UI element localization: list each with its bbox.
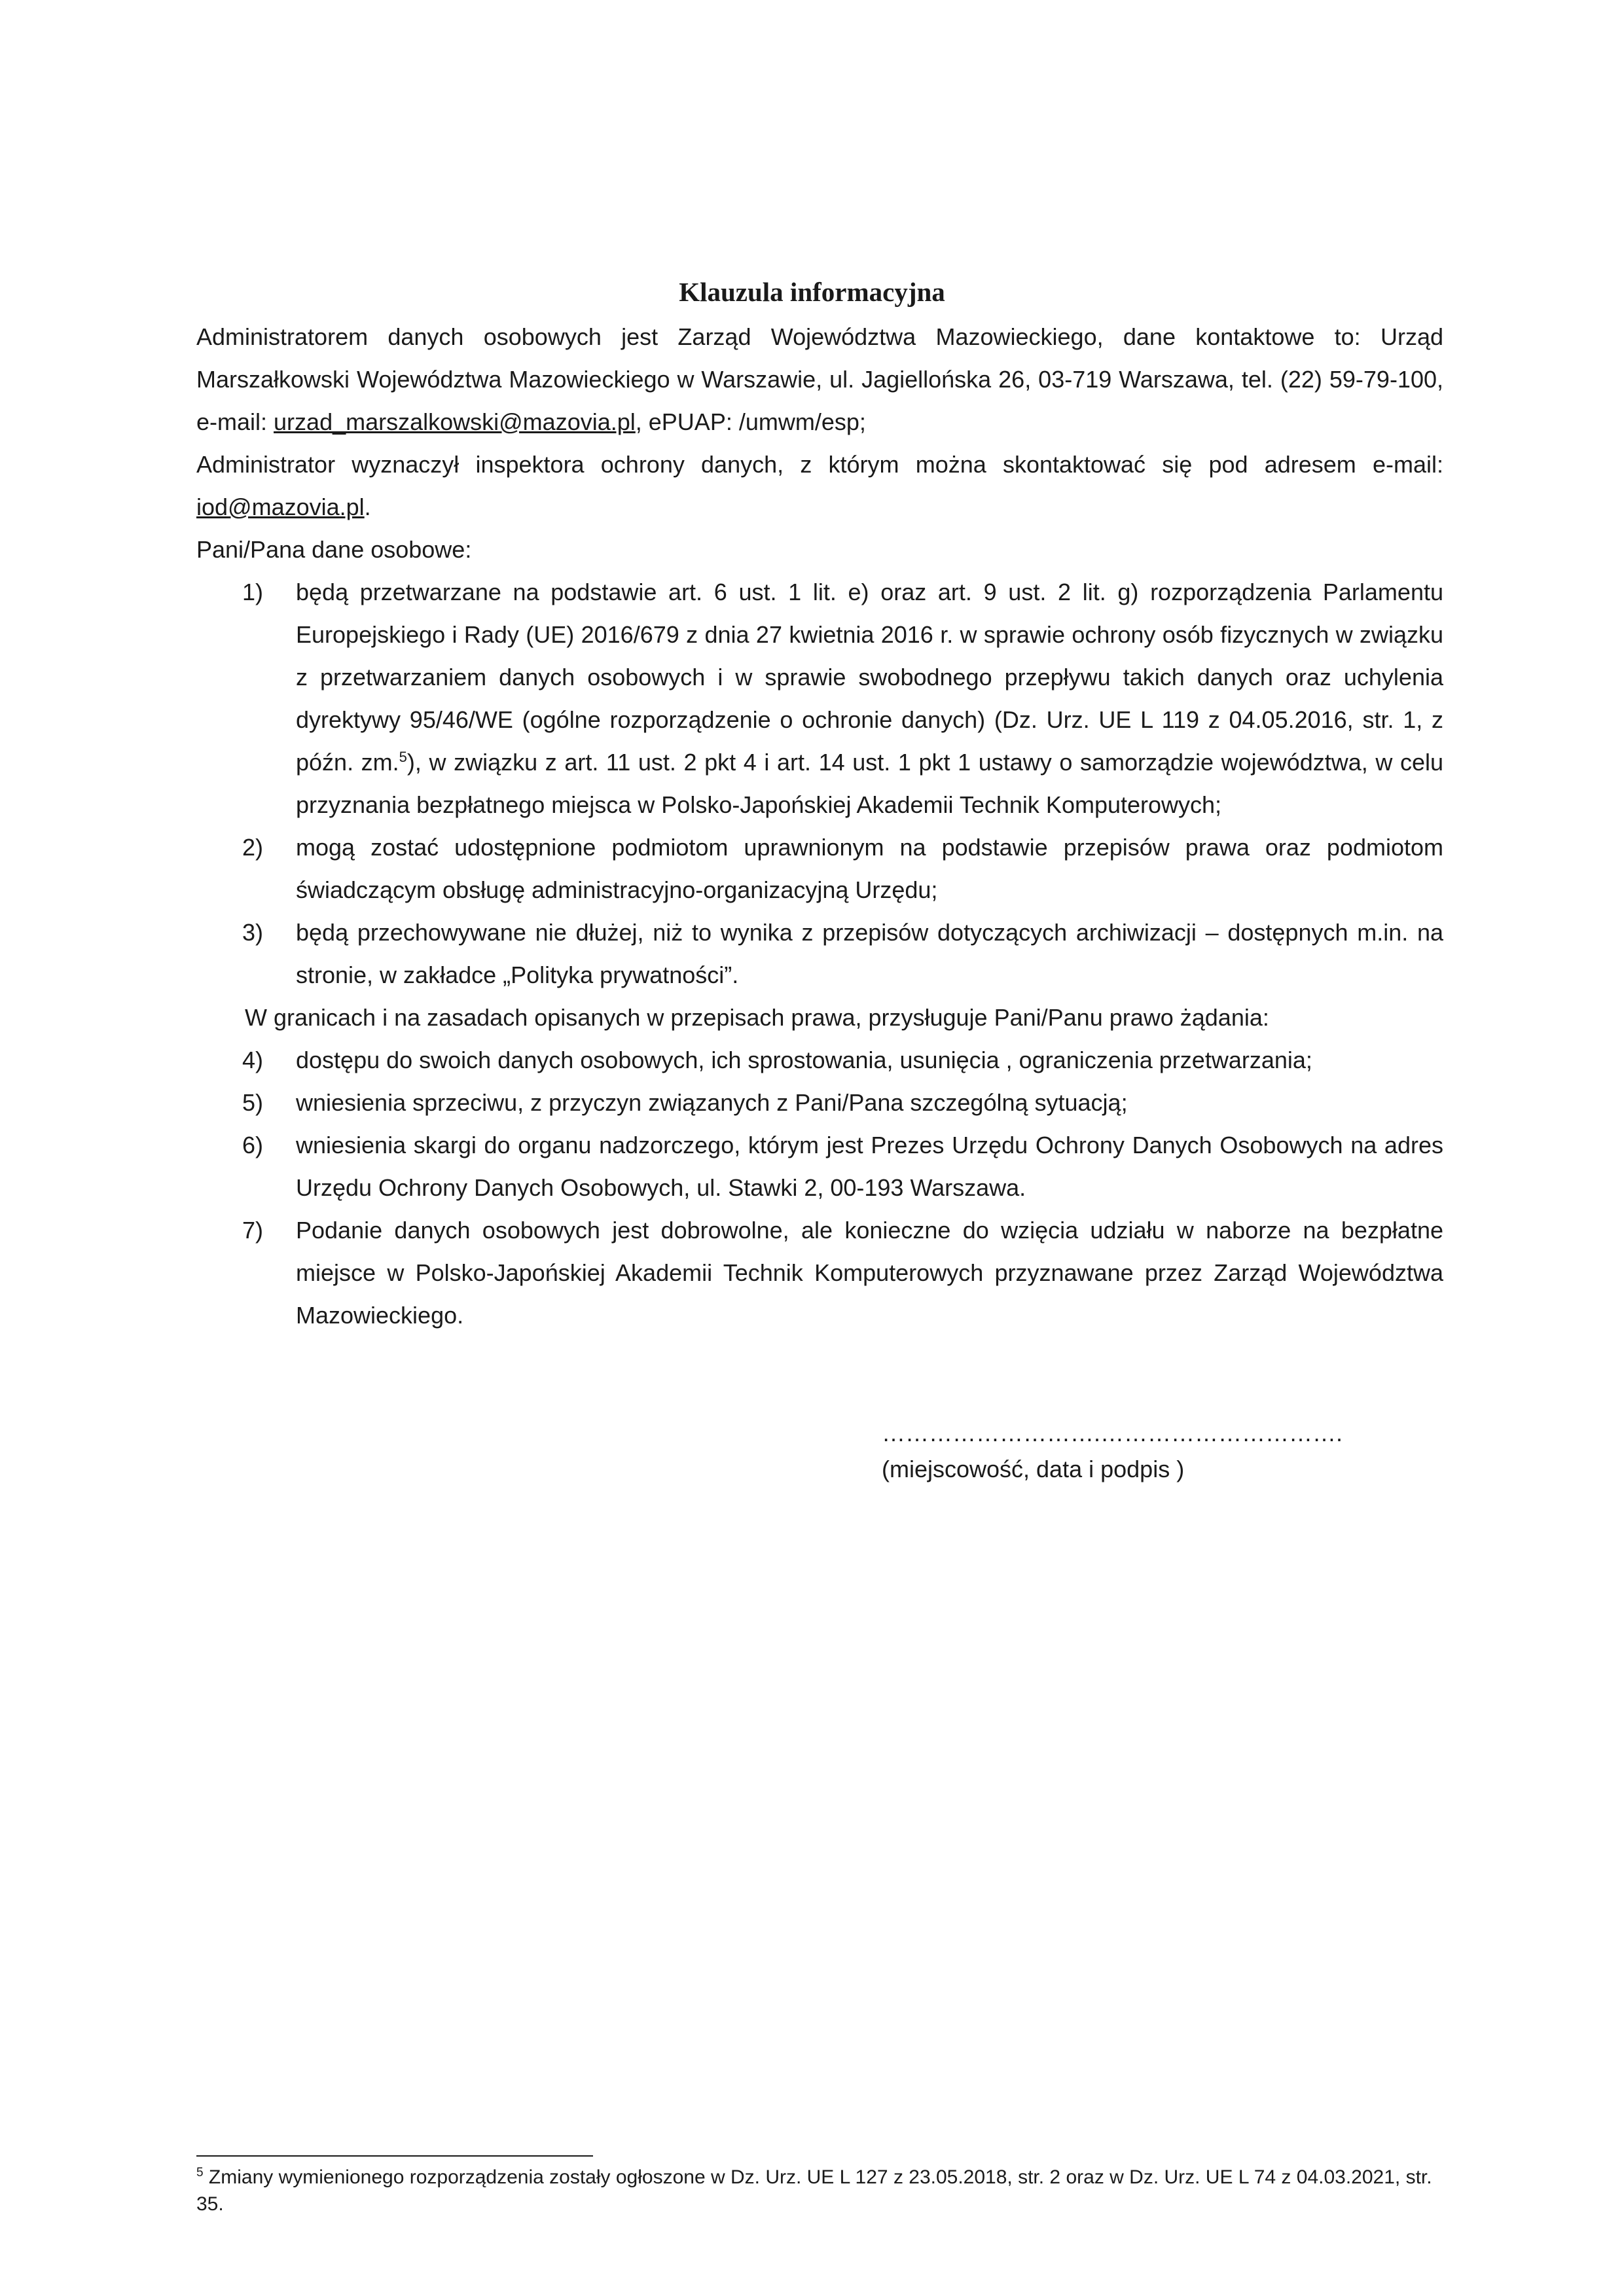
administrator-text: Administratorem danych osobowych jest Zarząd Województwa Mazowieckiego, dane kontaktowe to: Urząd Marszałkowski Województwa Mazowieckiego w Warszawie, ul. Jagiellońska 26, 03-719 Warszawa, tel. (22) 59-79-100, e-mail: — [196, 323, 1443, 435]
list-item-7-number: 7) — [242, 1217, 264, 1244]
signature-line: ……………………….…………………………. — [882, 1420, 1343, 1446]
list-item-7 — [196, 1209, 1443, 1336]
list-item-4-text: dostępu do swoich danych osobowych, ich sprostowania, usunięcia , ograniczenia przetwarzania; — [296, 1047, 1312, 1073]
epuap-text: , ePUAP: /umwm/esp; — [635, 408, 866, 435]
data-intro: Pani/Pana dane osobowe: — [196, 536, 472, 563]
signature-block — [882, 1415, 1343, 1487]
footnote-separator — [196, 2155, 593, 2157]
footnote-text: Zmiany wymienionego rozporządzenia zostały ogłoszone w Dz. Urz. UE L 127 z 23.05.2018, str. 2 oraz w Dz. Urz. UE L 74 z 04.03.2021, str. 35. — [196, 2166, 1432, 2215]
office-email-link[interactable]: urzad_marszalkowski@mazovia.pl — [274, 408, 636, 435]
document-title: Klauzula informacyjna — [679, 277, 945, 307]
list-item-4 — [196, 1039, 1443, 1081]
list-item-6-number: 6) — [242, 1132, 264, 1158]
list-item-5-number: 5) — [242, 1089, 264, 1116]
list-item-3 — [196, 911, 1443, 996]
list-item-1-text — [296, 571, 1443, 826]
footnote-reference: 5 — [399, 749, 407, 765]
list-item-5-text: wniesienia sprzeciwu, z przyczyn związanych z Pani/Pana szczególną sytuacją; — [296, 1089, 1128, 1116]
footnote-marker: 5 — [196, 2166, 204, 2179]
list-item-6 — [196, 1124, 1443, 1209]
dpo-text: Administrator wyznaczył inspektora ochrony danych, z którym można skontaktować się pod adresem e-mail: — [196, 451, 1443, 478]
list-item-1-number: 1) — [242, 579, 264, 605]
list-item-7-text: Podanie danych osobowych jest dobrowolne, ale konieczne do wzięcia udziału w naborze na bezpłatne miejsce w Polsko-Japońskiej Akademii Technik Komputerowych przyznawane przez Zarząd Województwa Mazowieckiego. — [296, 1217, 1443, 1329]
dpo-email-link[interactable]: iod@mazovia.pl — [196, 493, 365, 520]
list-item-3-number: 3) — [242, 919, 264, 946]
administrator-paragraph — [196, 315, 1443, 443]
footnote — [196, 2164, 1443, 2217]
list-item-1-text-b: ), w związku z art. 11 ust. 2 pkt 4 i art. 14 ust. 1 pkt 1 ustawy o samorządzie województwa, w celu przyznania bezpłatnego miejsca w Polsko-Japońskiej Akademii Technik Komputerowych; — [296, 749, 1443, 818]
signature-label: (miejscowość, data i podpis ) — [882, 1456, 1185, 1482]
list-item-1-text-a: będą przetwarzane na podstawie art. 6 ust. 1 lit. e) oraz art. 9 ust. 2 lit. g) rozporządzenia Parlamentu Europejskiego i Rady (UE) 2016/679 z dnia 27 kwietnia 2016 r. w sprawie ochrony osób fizycznych w związku z przetwarzaniem danych osobowych i w sprawie swobodnego przepływu takich danych oraz uchylenia dyrektywy 95/46/WE (ogólne rozporządzenie o ochronie danych) (Dz. Urz. UE L 119 z 04.05.2016, str. 1, z późn. zm. — [296, 579, 1443, 776]
list-item-6-text: wniesienia skargi do organu nadzorczego, którym jest Prezes Urzędu Ochrony Danych Osobowych na adres Urzędu Ochrony Danych Osobowych, ul. Stawki 2, 00-193 Warszawa. — [296, 1132, 1443, 1201]
dpo-text-end: . — [364, 493, 371, 520]
document-body — [196, 315, 1443, 1336]
list-item-1 — [196, 571, 1443, 826]
list-item-2-number: 2) — [242, 834, 264, 861]
rights-intro: W granicach i na zasadach opisanych w przepisach prawa, przysługuje Pani/Panu prawo żądania: — [245, 1004, 1269, 1031]
list-item-2-text: mogą zostać udostępnione podmiotom uprawnionym na podstawie przepisów prawa oraz podmiotom świadczącym obsługę administracyjno-organizacyjną Urzędu; — [296, 834, 1443, 903]
list-item-5 — [196, 1081, 1443, 1124]
list-item-3-text: będą przechowywane nie dłużej, niż to wynika z przepisów dotyczących archiwizacji – dostępnych m.in. na stronie, w zakładce „Polityka prywatności”. — [296, 919, 1443, 988]
list-item-4-number: 4) — [242, 1047, 264, 1073]
list-item-2 — [196, 826, 1443, 911]
dpo-paragraph — [196, 443, 1443, 528]
